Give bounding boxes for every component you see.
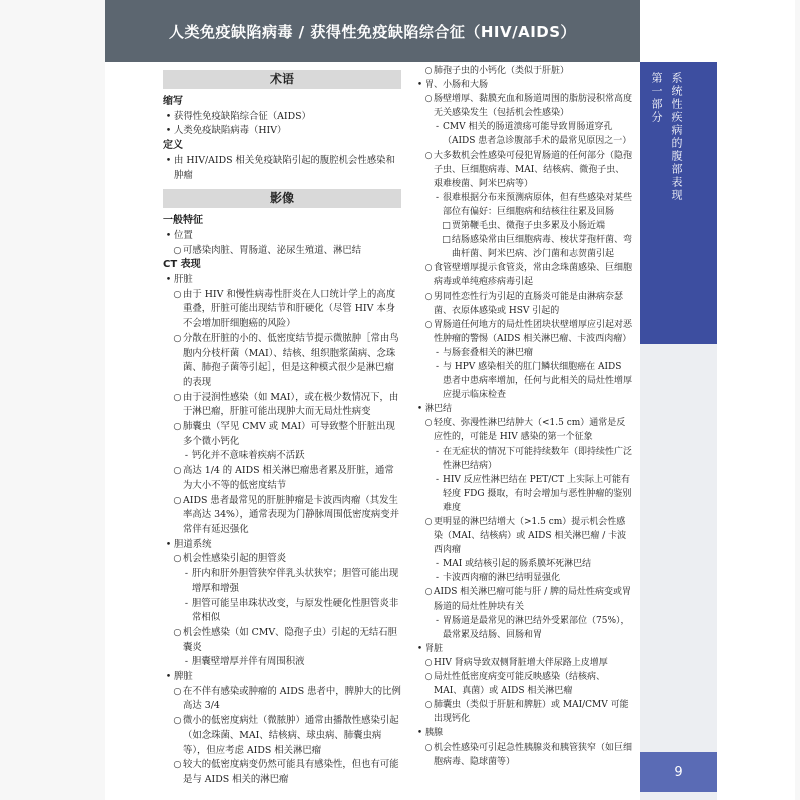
list-item-text: HIV 反应性淋巴结在 PET/CT 上实际上可能有轻度 FDG 摄取，有时会增加与恶性肿瘤的鉴别难度 [443,474,632,513]
list-item [414,473,632,515]
list-item [163,288,401,332]
list-item-text: 获得性免疫缺陷综合征（AIDS） [174,110,311,122]
bullet-marker: □ [442,235,451,246]
list-item [163,273,401,288]
list-item-text: MAI 或结核引起的肠系膜坏死淋巴结 [443,559,592,570]
list-item [414,585,632,613]
list-item-text: 很难根据分布来预测病原体，但有些感染对某些部位有偏好：巨细胞病和结核往往累及回肠 [443,192,633,217]
subheading: CT 表现 [163,259,201,271]
list-item-text: 胃肠道任何地方的局灶性团块状壁增厚应引起对恶性肿瘤的警惕（AIDS 相关淋巴瘤、卡波西肉瘤） [434,319,633,344]
list-item-text: 位置 [174,229,193,241]
bullet-marker: ○ [173,421,182,433]
bullet-marker: ○ [173,715,182,727]
list-item-text: 更明显的淋巴结增大（>1.5 cm）提示机会性感染（MAI、结核病）或 AIDS 相关淋巴瘤 / 卡波西肉瘤 [434,517,627,556]
list-item-text: 卡波西肉瘤的淋巴结明显强化 [443,573,561,584]
list-item [414,92,632,120]
list-item [414,416,632,444]
list-item-text: 肠壁增厚、黏膜充血和肠道周围的脂肪浸积常高度无关感染发生（包括机会性感染） [434,94,633,119]
list-item-text: AIDS 相关淋巴瘤可能与肝 / 脾的局灶性病变或胃肠道的局灶性肿块有关 [434,587,632,612]
page-header [105,0,640,62]
list-item [163,124,401,139]
list-item [163,758,401,787]
list-item-text: 胃肠道是最常见的淋巴结外受累部位（75%），最常累及结肠、回肠和胃 [443,615,630,640]
list-item-text: 微小的低密度病灶（微脓肿）通常由播散性感染引起（如念珠菌、MAI、结核病、球虫病、肺囊虫病等），但应考虑 AIDS 相关淋巴瘤 [183,715,399,756]
list-item-text: HIV 肾病导致双侧肾脏增大伴尿路上皮增厚 [434,657,608,668]
bullet-marker: ○ [424,517,433,527]
list-item-text: 由于浸润性感染（如 MAI），或在极少数情况下，由于淋巴瘤，肝脏可能出现肿大而无局灶性病变 [183,391,399,418]
list-item-text: 胰腺 [425,728,444,739]
list-item-text: 与肠套叠相关的淋巴瘤 [443,347,534,358]
bullet-marker: ○ [424,291,433,302]
list-item-text: CMV 相关的肠道溃疡可能导致胃肠道穿孔（AIDS 患者急诊腹部手术的最常见原因之一） [443,122,632,147]
bullet-marker: • [416,80,423,91]
bullet-marker: ○ [173,288,182,300]
list-item [163,685,401,714]
list-item [414,741,632,769]
bullet-marker: ○ [424,672,433,683]
bullet-marker: ○ [173,244,182,256]
bullet-marker: ○ [424,94,433,105]
bullet-marker: • [416,643,423,654]
list-item-text: 男同性恋性行为引起的直肠炎可能是由淋病奈瑟菌、衣原体感染或 HSV 引起的 [434,291,624,316]
bullet-marker: • [165,110,172,122]
list-item-text: 胆管可能呈串珠状改变，与原发性硬化性胆管炎非常相似 [192,597,399,624]
list-item-text: 机会性感染（如 CMV、隐孢子虫）引起的无结石胆囊炎 [183,626,398,653]
list-item-text: 结肠感染常由巨细胞病毒、梭状芽孢杆菌、弯曲杆菌、阿米巴病、沙门菌和志贺菌引起 [452,235,633,260]
list-item-text: 大多数机会性感染可侵犯胃肠道的任何部分（隐孢子虫、巨细胞病毒、MAI、结核病、微孢子虫、艰难梭菌、阿米巴病等） [434,150,633,189]
bullet-marker: ○ [173,465,182,477]
list-item-text: 分散在肝脏的小的、低密度结节提示微脓肿［常由鸟胞内分枝杆菌（MAI）、结核、组织胞浆菌病、念珠菌、肺孢子菌等引起］，但是这种模式很少是淋巴瘤的表现 [183,332,399,388]
list-item [414,233,632,261]
bullet-marker: ○ [173,391,182,403]
bullet-marker: ○ [173,494,182,506]
bullet-marker: ○ [424,319,433,330]
list-item-text: 轻度、弥漫性淋巴结肿大（<1.5 cm）通常是反应性的，可能是 HIV 感染的第一个征象 [434,418,626,443]
list-item-text: 食管壁增厚提示食管炎，常由念珠菌感染、巨细胞病毒或单纯疱疹病毒引起 [434,263,633,288]
list-item-text: 钙化并不意味着疾病不活跃 [192,450,305,462]
list-item [163,670,401,685]
bullet-marker: - [184,450,189,462]
bullet-marker: - [435,474,440,485]
list-item [414,64,632,78]
list-item [163,244,401,259]
list-item-text: 脾脏 [174,671,193,683]
bullet-marker: - [435,122,440,133]
list-item-text: 肺孢子虫的小钙化（类似于肝脏） [434,66,570,76]
bullet-marker: - [184,568,189,580]
list-item [163,449,401,464]
list-item [414,191,632,219]
list-item [414,346,632,360]
list-item [163,229,401,244]
bullet-marker: - [435,559,440,570]
list-item [414,656,632,670]
list-item-text: 可感染肉脏、胃肠道、泌尿生殖道、淋巴结 [183,244,362,256]
list-item-text: 胃、小肠和大肠 [425,80,489,91]
list-item [163,567,401,596]
page-title: 人类免疫缺陷病毒 / 获得性免疫缺陷综合征（HIV/AIDS） [168,22,577,41]
list-item [163,332,401,391]
list-item [414,726,632,740]
bullet-marker: □ [442,221,451,232]
list-item [414,290,632,318]
page-number: 9 [640,752,717,792]
side-tab-section: 系统性疾病的腹部表现 [670,72,683,202]
left-column [163,64,401,788]
list-item [414,445,632,473]
list-item-text: 肝脏 [174,274,193,286]
list-item [414,149,632,191]
bullet-marker: ○ [424,742,433,753]
section-title: 术语 [163,70,401,89]
bullet-marker: - [184,597,189,609]
list-item [163,464,401,493]
bullet-marker: ○ [424,587,433,598]
bullet-marker: ○ [173,759,182,771]
list-item [163,391,401,420]
list-item-text: 淋巴结 [425,404,453,415]
bullet-marker: ○ [173,685,182,697]
list-item [414,698,632,726]
list-item [414,642,632,656]
list-item-text: AIDS 患者最常见的肝脏肿瘤是卡波西肉瘤（其发生率高达 34%），通常表现为门静脉周围低密度病变并常伴有延迟强化 [183,494,399,535]
list-item [414,261,632,289]
list-item [163,552,401,567]
list-item-text: 肺囊虫（罕见 CMV 或 MAI）可导致整个肝脏出现多个微小钙化 [183,421,395,447]
subheading: 定义 [163,140,183,152]
list-item [414,670,632,698]
list-item [414,614,632,642]
bullet-marker: - [435,361,440,372]
list-item [163,626,401,655]
bullet-marker: • [165,125,172,137]
list-item-text: 胆道系统 [174,538,212,550]
list-item-text: 较大的低密度病变仍然可能具有感染性，但也有可能是与 AIDS 相关的淋巴瘤 [183,759,399,785]
list-item [163,110,401,125]
list-item-text: 人类免疫缺陷病毒（HIV） [174,125,287,137]
list-item-text: 肾脏 [425,643,444,654]
section-title: 影像 [163,189,401,208]
list-item [163,714,401,758]
list-item-text: 机会性感染可引起急性胰腺炎和胰管狭窄（如巨细胞病毒、隐球菌等） [434,742,633,767]
bullet-marker: ○ [424,150,433,161]
list-item [414,571,632,585]
list-item-text: 由 HIV/AIDS 相关免疫缺陷引起的腹腔机会性感染和肿瘤 [174,154,395,181]
list-item [414,120,632,148]
list-item-text: 局灶性低密度病变可能反映感染（结核病、MAI、真菌）或 AIDS 相关淋巴瘤 [434,672,606,697]
list-item [414,557,632,571]
list-item [414,219,632,233]
bullet-marker: ○ [424,700,433,711]
bullet-marker: • [165,671,172,683]
bullet-marker: ○ [173,626,182,638]
bullet-marker: ○ [173,332,182,344]
bullet-marker: ○ [424,66,433,76]
bullet-marker: - [435,573,440,584]
list-item [414,360,632,402]
bullet-marker: - [435,615,440,626]
bullet-marker: - [435,347,440,358]
side-tab-part: 第一部分 [650,72,663,124]
list-item-text: 机会性感染引起的胆管炎 [183,553,287,565]
right-column [414,64,632,769]
list-item [414,318,632,346]
list-item [414,402,632,416]
list-item [414,515,632,557]
list-item [163,494,401,538]
list-item-text: 肝内和肝外胆管狭窄伴乳头状狭窄；胆管可能出现增厚和增强 [192,568,399,594]
list-item-text: 与 HPV 感染相关的肛门鳞状细胞癌在 AIDS 患者中患病率增加，任何与此相关的局灶性增厚应提示临床检查 [443,361,633,401]
list-item [163,538,401,553]
list-item [414,78,632,92]
list-item-text: 由于 HIV 和慢性病毒性肝炎在人口统计学上的高度重叠，肝脏可能出现结节和肝硬化（尽管 HIV 本身不会增加肝细胞癌的风险） [183,288,396,330]
bullet-marker: ○ [424,263,433,274]
bullet-marker: • [416,404,423,415]
bullet-marker: ○ [424,657,433,668]
list-item-text: 在不伴有感染或肿瘤的 AIDS 患者中，脾肿大的比例高达 3/4 [183,685,401,712]
list-item [163,420,401,449]
list-item [163,655,401,670]
side-tab [640,62,717,344]
bullet-marker: • [165,538,172,550]
bullet-marker: • [416,728,423,739]
bullet-marker: • [165,154,172,166]
subheading: 缩写 [163,96,183,107]
bullet-marker: • [165,274,172,286]
list-item [163,154,401,183]
subheading: 一般特征 [163,215,203,227]
bullet-marker: ○ [424,418,433,429]
bullet-marker: - [184,656,189,668]
list-item-text: 胆囊壁增厚并伴有周围积液 [192,656,305,668]
bullet-marker: - [435,446,440,457]
list-item-text: 贾第鞭毛虫、微孢子虫多累及小肠近端 [452,221,606,232]
side-strip [640,344,717,800]
bullet-marker: • [165,229,172,241]
list-item-text: 肺囊虫（类似于肝脏和脾脏）或 MAI/CMV 可能出现钙化 [434,700,629,725]
bullet-marker: ○ [173,553,182,565]
list-item [163,597,401,626]
list-item-text: 在无症状的情况下可能持续数年（即持续性广泛性淋巴结病） [443,446,633,471]
bullet-marker: - [435,192,440,203]
list-item-text: 高达 1/4 的 AIDS 相关淋巴瘤患者累及肝脏，通常为大小不等的低密度结节 [183,465,394,491]
